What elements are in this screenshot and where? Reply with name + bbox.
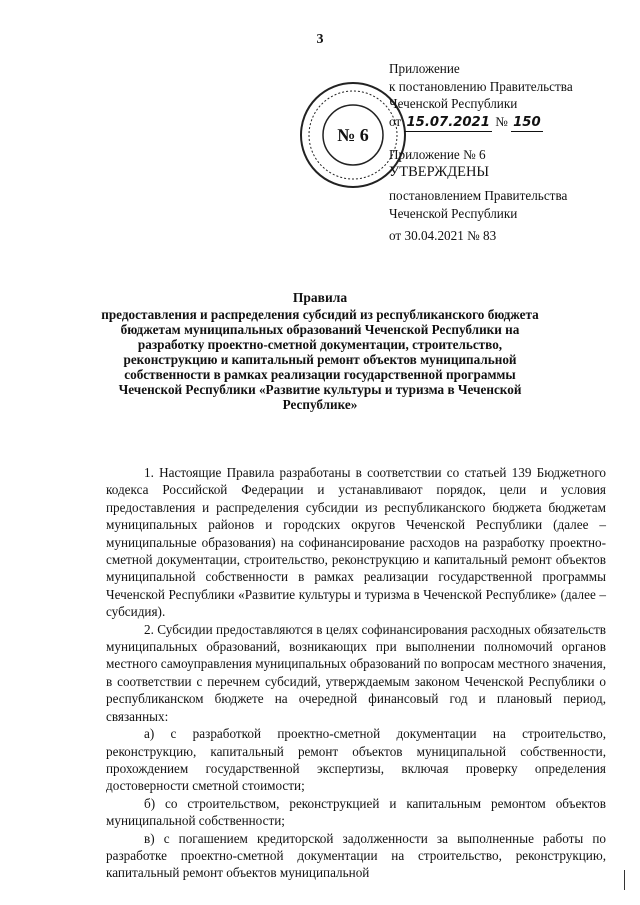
document-body: [106, 464, 606, 882]
paragraph-1: 1. Настоящие Правила разработаны в соответствии со статьей 139 Бюджетного кодекса Российской Федерации и устанавливают порядок, цели и условия предоставления и распределения субсидии из республиканского бюджета бюджетам муниципальных районов и городских округов Чеченской Республики (далее – муниципальные образования) на софинансирование расходов на разработку проектно-сметной документации, строительство, реконструкцию и капитальный ремонт объектов муниципальной собственности в рамках реализации государственной программы Чеченской Республики «Развитие культуры и туризма в Чеченской Республике» (далее – субсидия).: [106, 465, 606, 620]
paragraph-2a: а) с разработкой проектно-сметной документации на строительство, реконструкцию, капитальный ремонт объектов муниципальной собственности, прохождением государственной экспертизы, включая проверку определения достоверности сметной стоимости;: [106, 726, 606, 794]
document-title: Правила: [292, 290, 348, 305]
document-subtitle: предоставления и распределения субсидий из республиканского бюджета бюджетам муниципальных образований Чеченской Республики на разработку проектно-сметной документации, строительство, реконструкцию и капитальный ремонт объектов муниципальной собственности в рамках реализации государственной программы Чеченской Республики «Развитие культуры и туризма в Чеченской Республике»: [101, 307, 539, 412]
paragraph-2b: б) со строительством, реконструкцией и капитальным ремонтом объектов муниципальной собственности;: [106, 795, 606, 829]
appendix-date-line: [389, 113, 573, 133]
scan-edge-mark: [624, 870, 625, 890]
approval-decree: постановлением Правительства: [389, 188, 568, 203]
paragraph-2: 2. Субсидии предоставляются в целях софинансирования расходных обязательств муниципальных образований, возникающих при выполнении полномочий органов местного самоуправления муниципальных образований по вопросам местного значения, в соответствии с перечнем субсидий, утверждаемым законом Чеченской Республики о республиканском бюджете на очередной финансовый год и плановый период, связанных:: [106, 621, 606, 724]
handwritten-number: 150: [511, 114, 543, 133]
approval-date: от 30.04.2021 № 83: [389, 228, 497, 243]
approval-appendix-number: Приложение № 6: [389, 147, 486, 162]
paragraph-2c: в) с погашением кредиторской задолженности за выполненные работы по разработке проектно-сметной документации на строительство, реконструкцию, капитальный ремонт объектов муниципальной: [106, 830, 606, 881]
page-number: 3: [316, 32, 324, 47]
number-prefix: №: [495, 113, 508, 129]
appendix-label: Приложение: [389, 61, 460, 76]
handwritten-date: 15.07.2021: [404, 114, 491, 133]
stamp-number: № 6: [337, 125, 369, 145]
appendix-republic: Чеченской Республики: [389, 96, 518, 111]
date-prefix: от: [389, 113, 402, 129]
approval-republic: Чеченской Республики: [389, 205, 518, 221]
approval-heading: УТВЕРЖДЕНЫ: [389, 163, 490, 180]
appendix-block: [389, 60, 573, 245]
appendix-decree: к постановлению Правительства: [389, 78, 573, 94]
